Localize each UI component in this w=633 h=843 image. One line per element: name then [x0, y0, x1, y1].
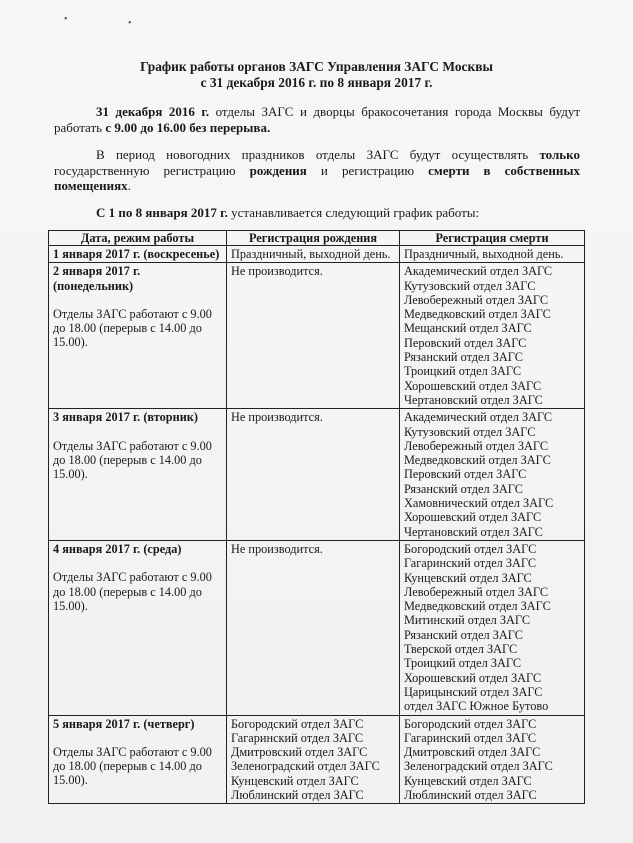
death-list-item: Рязанский отдел ЗАГС: [404, 481, 523, 496]
death-list-item: Праздничный, выходной день.: [404, 247, 564, 261]
schedule-table: [48, 230, 585, 804]
row-hours: Отделы ЗАГС работают с 9.00 до 18.00 (перерыв с 14.00 до 15.00).: [53, 306, 212, 350]
death-list-item: Кунцевский отдел ЗАГС: [404, 570, 532, 585]
header-date: Дата, режим работы: [49, 231, 227, 246]
cell-death: [400, 263, 585, 409]
row-date: 2 января 2017 г. (понедельник): [53, 264, 141, 293]
header-birth: Регистрация рождения: [227, 231, 400, 246]
death-list-item: отдел ЗАГС Южное Бутово: [404, 699, 549, 714]
paragraph-schedule-text: устанавливается следующий график работы:: [227, 205, 480, 220]
death-list-item: Троицкий отдел ЗАГС: [404, 364, 522, 379]
death-list-item: Хорошевский отдел ЗАГС: [404, 510, 542, 525]
paragraph-holidays-text2: государственную регистрацию: [54, 162, 250, 178]
death-list-item: Левобережный отдел ЗАГС: [404, 292, 549, 307]
birth-list-item: Кунцевский отдел ЗАГС: [231, 773, 359, 788]
table-row: [49, 540, 585, 715]
cell-death: [400, 409, 585, 541]
paragraph-holidays-death: смерти в собственных помещениях: [54, 162, 580, 193]
paragraph-holidays-text1: В период новогодних праздников отделы ЗАГС будут осуществлять: [96, 147, 540, 162]
death-list: [404, 542, 581, 714]
table-header-row: [49, 231, 585, 246]
cell-date: [49, 540, 227, 715]
death-list-item: Левобережный отдел ЗАГС: [404, 438, 549, 453]
document-title: [0, 59, 633, 91]
title-line-2: с 31 декабря 2016 г. по 8 января 2017 г.: [200, 75, 433, 90]
table-row: [49, 715, 585, 804]
birth-list-item: Не производится.: [231, 410, 323, 425]
birth-list-item: Люблинский отдел ЗАГС: [231, 787, 364, 802]
death-list-item: Хорошевский отдел ЗАГС: [404, 670, 542, 685]
cell-birth: [227, 246, 400, 263]
death-list-item: Чертановский отдел ЗАГС: [404, 392, 543, 407]
row-hours: Отделы ЗАГС работают с 9.00 до 18.00 (перерыв с 14.00 до 15.00).: [53, 744, 212, 788]
death-list-item: Богородский отдел ЗАГС: [404, 541, 537, 556]
paragraph-holidays-end: .: [127, 178, 131, 193]
paragraph-dec31-date: 31 декабря 2016 г.: [96, 104, 210, 119]
cell-birth: [227, 540, 400, 715]
paragraph-dec31-text: отделы ЗАГС и дворцы бракосочетания города Москвы будут работать: [54, 104, 580, 135]
cell-death: [400, 246, 585, 263]
death-list: [404, 717, 581, 803]
death-list-item: Медведковский отдел ЗАГС: [404, 307, 551, 322]
death-list-item: Гагаринский отдел ЗАГС: [404, 730, 537, 745]
death-list-item: Митинский отдел ЗАГС: [404, 613, 531, 628]
death-list-item: Хорошевский отдел ЗАГС: [404, 378, 542, 393]
death-list-item: Академический отдел ЗАГС: [404, 264, 553, 279]
row-date: 3 января 2017 г. (вторник): [53, 410, 198, 425]
cell-birth: [227, 263, 400, 409]
death-list-item: Медведковский отдел ЗАГС: [404, 599, 551, 614]
cell-date: [49, 246, 227, 263]
birth-list: [231, 717, 396, 803]
cell-death: [400, 715, 585, 804]
death-list-item: Перовский отдел ЗАГС: [404, 467, 527, 482]
birth-list-item: Не производится.: [231, 541, 323, 556]
death-list-item: Хамовнический отдел ЗАГС: [404, 496, 554, 511]
paragraph-holidays: [54, 147, 580, 194]
paragraph-holidays-birth: рождения: [249, 162, 307, 178]
death-list-item: Зеленоградский отдел ЗАГС: [404, 759, 553, 774]
death-list-item: Чертановский отдел ЗАГС: [404, 524, 543, 539]
birth-list-item: Зеленоградский отдел ЗАГС: [231, 759, 380, 774]
table-row: [49, 263, 585, 409]
scan-speck: •: [128, 18, 132, 29]
death-list-item: Левобережный отдел ЗАГС: [404, 584, 549, 599]
death-list-item: Перовский отдел ЗАГС: [404, 335, 527, 350]
table-row: [49, 409, 585, 541]
birth-list: [231, 410, 396, 424]
paragraph-holidays-only: только: [539, 147, 580, 162]
death-list: [404, 247, 581, 261]
birth-list: [231, 264, 396, 278]
birth-list: [231, 542, 396, 556]
row-hours: Отделы ЗАГС работают с 9.00 до 18.00 (перерыв с 14.00 до 15.00).: [53, 438, 212, 482]
paragraph-schedule-date: С 1 по 8 января 2017 г.: [96, 205, 228, 220]
row-hours: Отделы ЗАГС работают с 9.00 до 18.00 (перерыв с 14.00 до 15.00).: [53, 570, 212, 613]
table-row: [49, 246, 585, 263]
birth-list-item: Не производится.: [231, 264, 323, 279]
death-list-item: Дмитровский отдел ЗАГС: [404, 745, 541, 760]
death-list-item: Мещанский отдел ЗАГС: [404, 321, 532, 336]
row-date: 4 января 2017 г. (среда): [53, 541, 182, 556]
birth-list-item: Дмитровский отдел ЗАГС: [231, 745, 368, 760]
birth-list: [231, 247, 396, 261]
paragraph-dec31-hours: с 9.00 до 16.00 без перерыва.: [105, 119, 271, 135]
cell-date: [49, 409, 227, 541]
cell-birth: [227, 409, 400, 541]
death-list-item: Медведковский отдел ЗАГС: [404, 453, 551, 468]
birth-list-item: Праздничный, выходной день.: [231, 247, 391, 261]
title-line-1: График работы органов ЗАГС Управления ЗАГС Москвы: [140, 59, 493, 74]
paragraph-dec31: [54, 104, 580, 135]
paragraph-holidays-text3: и регистрацию: [306, 162, 429, 178]
death-list-item: Люблинский отдел ЗАГС: [404, 787, 537, 802]
header-death: Регистрация смерти: [400, 231, 585, 246]
cell-birth: [227, 715, 400, 804]
birth-list-item: Гагаринский отдел ЗАГС: [231, 730, 364, 745]
cell-date: [49, 263, 227, 409]
death-list: [404, 264, 581, 407]
death-list-item: Тверской отдел ЗАГС: [404, 642, 518, 657]
death-list-item: Кутузовский отдел ЗАГС: [404, 278, 536, 293]
scan-speck: •: [64, 14, 68, 25]
paragraph-schedule-intro: [54, 205, 580, 221]
death-list: [404, 410, 581, 539]
death-list-item: Царицынский отдел ЗАГС: [404, 684, 543, 699]
death-list-item: Гагаринский отдел ЗАГС: [404, 556, 537, 571]
death-list-item: Академический отдел ЗАГС: [404, 410, 553, 425]
cell-death: [400, 540, 585, 715]
death-list-item: Кутузовский отдел ЗАГС: [404, 424, 536, 439]
death-list-item: Кунцевский отдел ЗАГС: [404, 773, 532, 788]
cell-date: [49, 715, 227, 804]
death-list-item: Рязанский отдел ЗАГС: [404, 350, 523, 365]
birth-list-item: Богородский отдел ЗАГС: [231, 716, 364, 731]
row-date: 1 января 2017 г. (воскресенье): [53, 247, 220, 261]
row-date: 5 января 2017 г. (четверг): [53, 716, 195, 731]
death-list-item: Троицкий отдел ЗАГС: [404, 656, 522, 671]
death-list-item: Рязанский отдел ЗАГС: [404, 627, 523, 642]
death-list-item: Богородский отдел ЗАГС: [404, 716, 537, 731]
